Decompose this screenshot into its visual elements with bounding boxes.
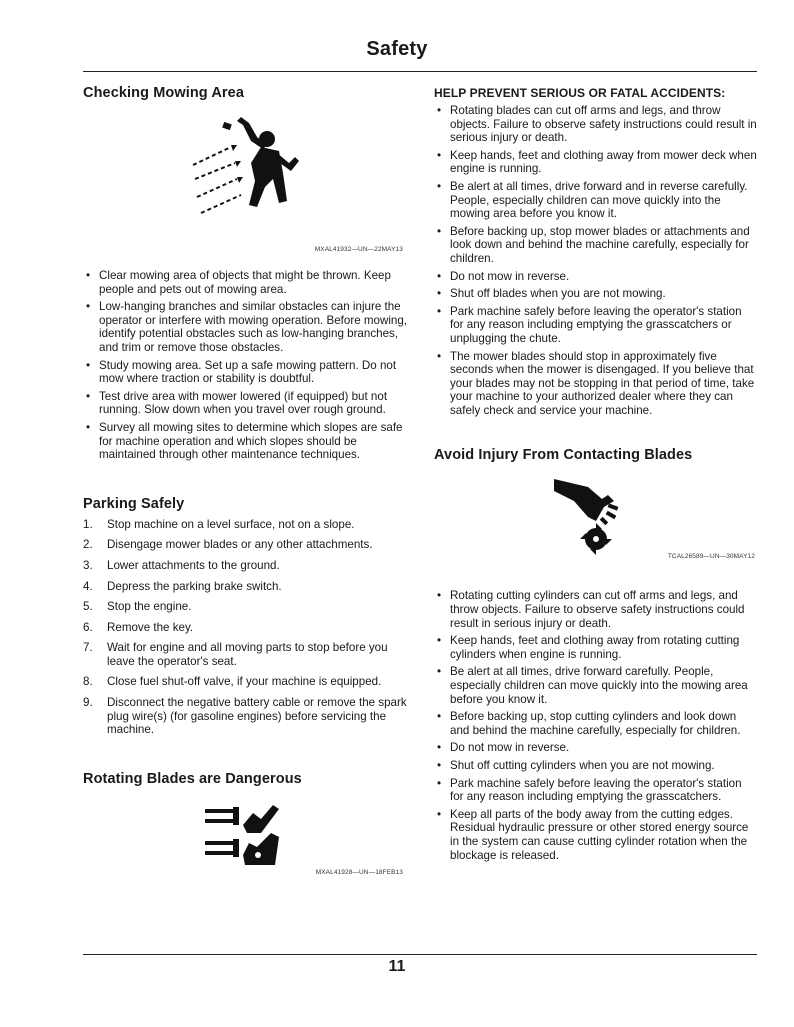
step-item <box>83 538 409 552</box>
step-item <box>83 696 409 737</box>
step-item <box>83 559 409 573</box>
step-item <box>83 621 409 635</box>
header-rule <box>83 71 757 72</box>
accident-warning-list <box>434 104 757 417</box>
step-number: 9. <box>83 696 93 710</box>
list-item: • Test drive area with mower lowered (if equipped) but not running. Slow down when you travel over rough ground. <box>83 390 409 417</box>
list-item: • Before backing up, stop cutting cylinders and look down and behind the machine carefully, especially for children. <box>434 710 757 737</box>
step-number: 4. <box>83 579 93 593</box>
figure-code: TCAL26589—UN—30MAY12 <box>667 553 755 561</box>
list-item: • Do not mow in reverse. <box>434 741 757 755</box>
footer-rule <box>83 954 757 955</box>
figure-code: MXAL41932—UN—22MAY13 <box>314 246 403 253</box>
step-number: 2. <box>83 538 93 552</box>
list-item: • Rotating blades can cut off arms and legs, and throw objects. Failure to observe safety instructions could result in serious injury or death. <box>434 104 757 145</box>
list-item: • Rotating cutting cylinders can cut off arms and legs, and throw objects. Failure to observe safety instructions could result in serious injury or death. <box>434 589 757 630</box>
step-item <box>83 600 409 614</box>
rotating-blades-warning-icon <box>201 803 281 869</box>
avoid-injury-heading: Avoid Injury From Contacting Blades <box>434 447 693 464</box>
step-number: 1. <box>83 517 93 531</box>
rotating-blades-heading: Rotating Blades are Dangerous <box>83 770 302 787</box>
list-item: • Shut off blades when you are not mowing. <box>434 287 757 301</box>
checking-mowing-area-heading: Checking Mowing Area <box>83 85 244 101</box>
list-item: • Survey all mowing sites to determine which slopes are safe for machine operation and which slopes should be maintained through other maintenance techniques. <box>83 421 409 462</box>
checking-mowing-area-list <box>83 269 409 462</box>
list-item: • Clear mowing area of objects that might be thrown. Keep people and pets out of mowing area. <box>83 269 409 296</box>
list-item: • Before backing up, stop mower blades or attachments and look down and behind the machine carefully, especially for children. <box>434 225 757 266</box>
parking-safely-steps <box>83 518 409 737</box>
cutting-cylinder-figure <box>434 473 757 569</box>
list-item: • Shut off cutting cylinders when you are not mowing. <box>434 759 757 773</box>
list-item: • Park machine safely before leaving the operator's station for any reason including emptying the grasscatchers or unplugging the chute. <box>434 305 757 346</box>
step-text: Wait for engine and all moving parts to stop before you leave the operator's seat. <box>107 641 388 668</box>
parking-safely-heading: Parking Safely <box>83 495 185 512</box>
step-text: Stop the engine. <box>107 600 192 614</box>
list-item: • Keep hands, feet and clothing away from mower deck when engine is running. <box>434 149 757 176</box>
list-item: • Study mowing area. Set up a safe mowing pattern. Do not mow where traction or stability is doubtful. <box>83 359 409 386</box>
step-text: Lower attachments to the ground. <box>107 558 280 572</box>
step-item <box>83 580 409 594</box>
list-item: • Park machine safely before leaving the operator's station for any reason including emptying the grasscatchers. <box>434 777 757 804</box>
thrown-objects-warning-icon <box>191 117 301 217</box>
step-text: Disconnect the negative battery cable or remove the spark plug wire(s) (for gasoline engines) before servicing the machine. <box>107 696 407 737</box>
step-number: 7. <box>83 641 93 655</box>
avoid-injury-list <box>434 589 757 862</box>
step-item <box>83 675 409 689</box>
page-title: Safety <box>366 38 428 60</box>
left-column <box>83 80 409 879</box>
thrown-objects-figure <box>83 111 409 253</box>
step-text: Stop machine on a level surface, not on a slope. <box>107 517 355 531</box>
step-number: 3. <box>83 558 93 572</box>
list-item: • Be alert at all times, drive forward and in reverse carefully. People, especially children can move quickly into the mowing area before you know it. <box>434 180 757 221</box>
figure-code: MXAL41928—UN—18FEB13 <box>315 868 403 876</box>
list-item: • Keep all parts of the body away from the cutting edges. Residual hydraulic pressure or other stored energy source in the system can cause cutting cylinder rotation when the blockage is released. <box>434 808 757 862</box>
list-item: • The mower blades should stop in approximately five seconds when the mower is disengaged. If you believe that your blades may not be stopping in that period of time, take your machine to your authorized dealer where they can safely check and service your machine. <box>434 350 757 418</box>
step-text: Close fuel shut-off valve, if your machine is equipped. <box>107 675 382 689</box>
step-number: 8. <box>83 675 93 689</box>
list-item: • Keep hands, feet and clothing away from rotating cutting cylinders when engine is running. <box>434 634 757 661</box>
list-item: • Low-hanging branches and similar obstacles can injure the operator or interfere with mowing operation. Before mowing, identify potential obstacles such as low-hanging branches, and trim or remove those obstacles. <box>83 300 409 354</box>
accident-warning-heading: HELP PREVENT SERIOUS OR FATAL ACCIDENTS: <box>434 86 726 100</box>
right-column <box>434 80 757 866</box>
list-item: • Be alert at all times, drive forward carefully. People, especially children can move quickly into the mowing area before you know it. <box>434 665 757 706</box>
list-item: • Do not mow in reverse. <box>434 270 757 284</box>
step-item <box>83 641 409 668</box>
step-number: 6. <box>83 620 93 634</box>
cutting-cylinder-warning-icon <box>552 477 630 555</box>
step-text: Depress the parking brake switch. <box>107 579 282 593</box>
step-text: Remove the key. <box>107 620 194 634</box>
step-number: 5. <box>83 600 93 614</box>
step-item <box>83 518 409 532</box>
rotating-blades-figure <box>83 797 409 879</box>
page-number: 11 <box>388 958 406 975</box>
step-text: Disengage mower blades or any other attachments. <box>107 538 373 552</box>
